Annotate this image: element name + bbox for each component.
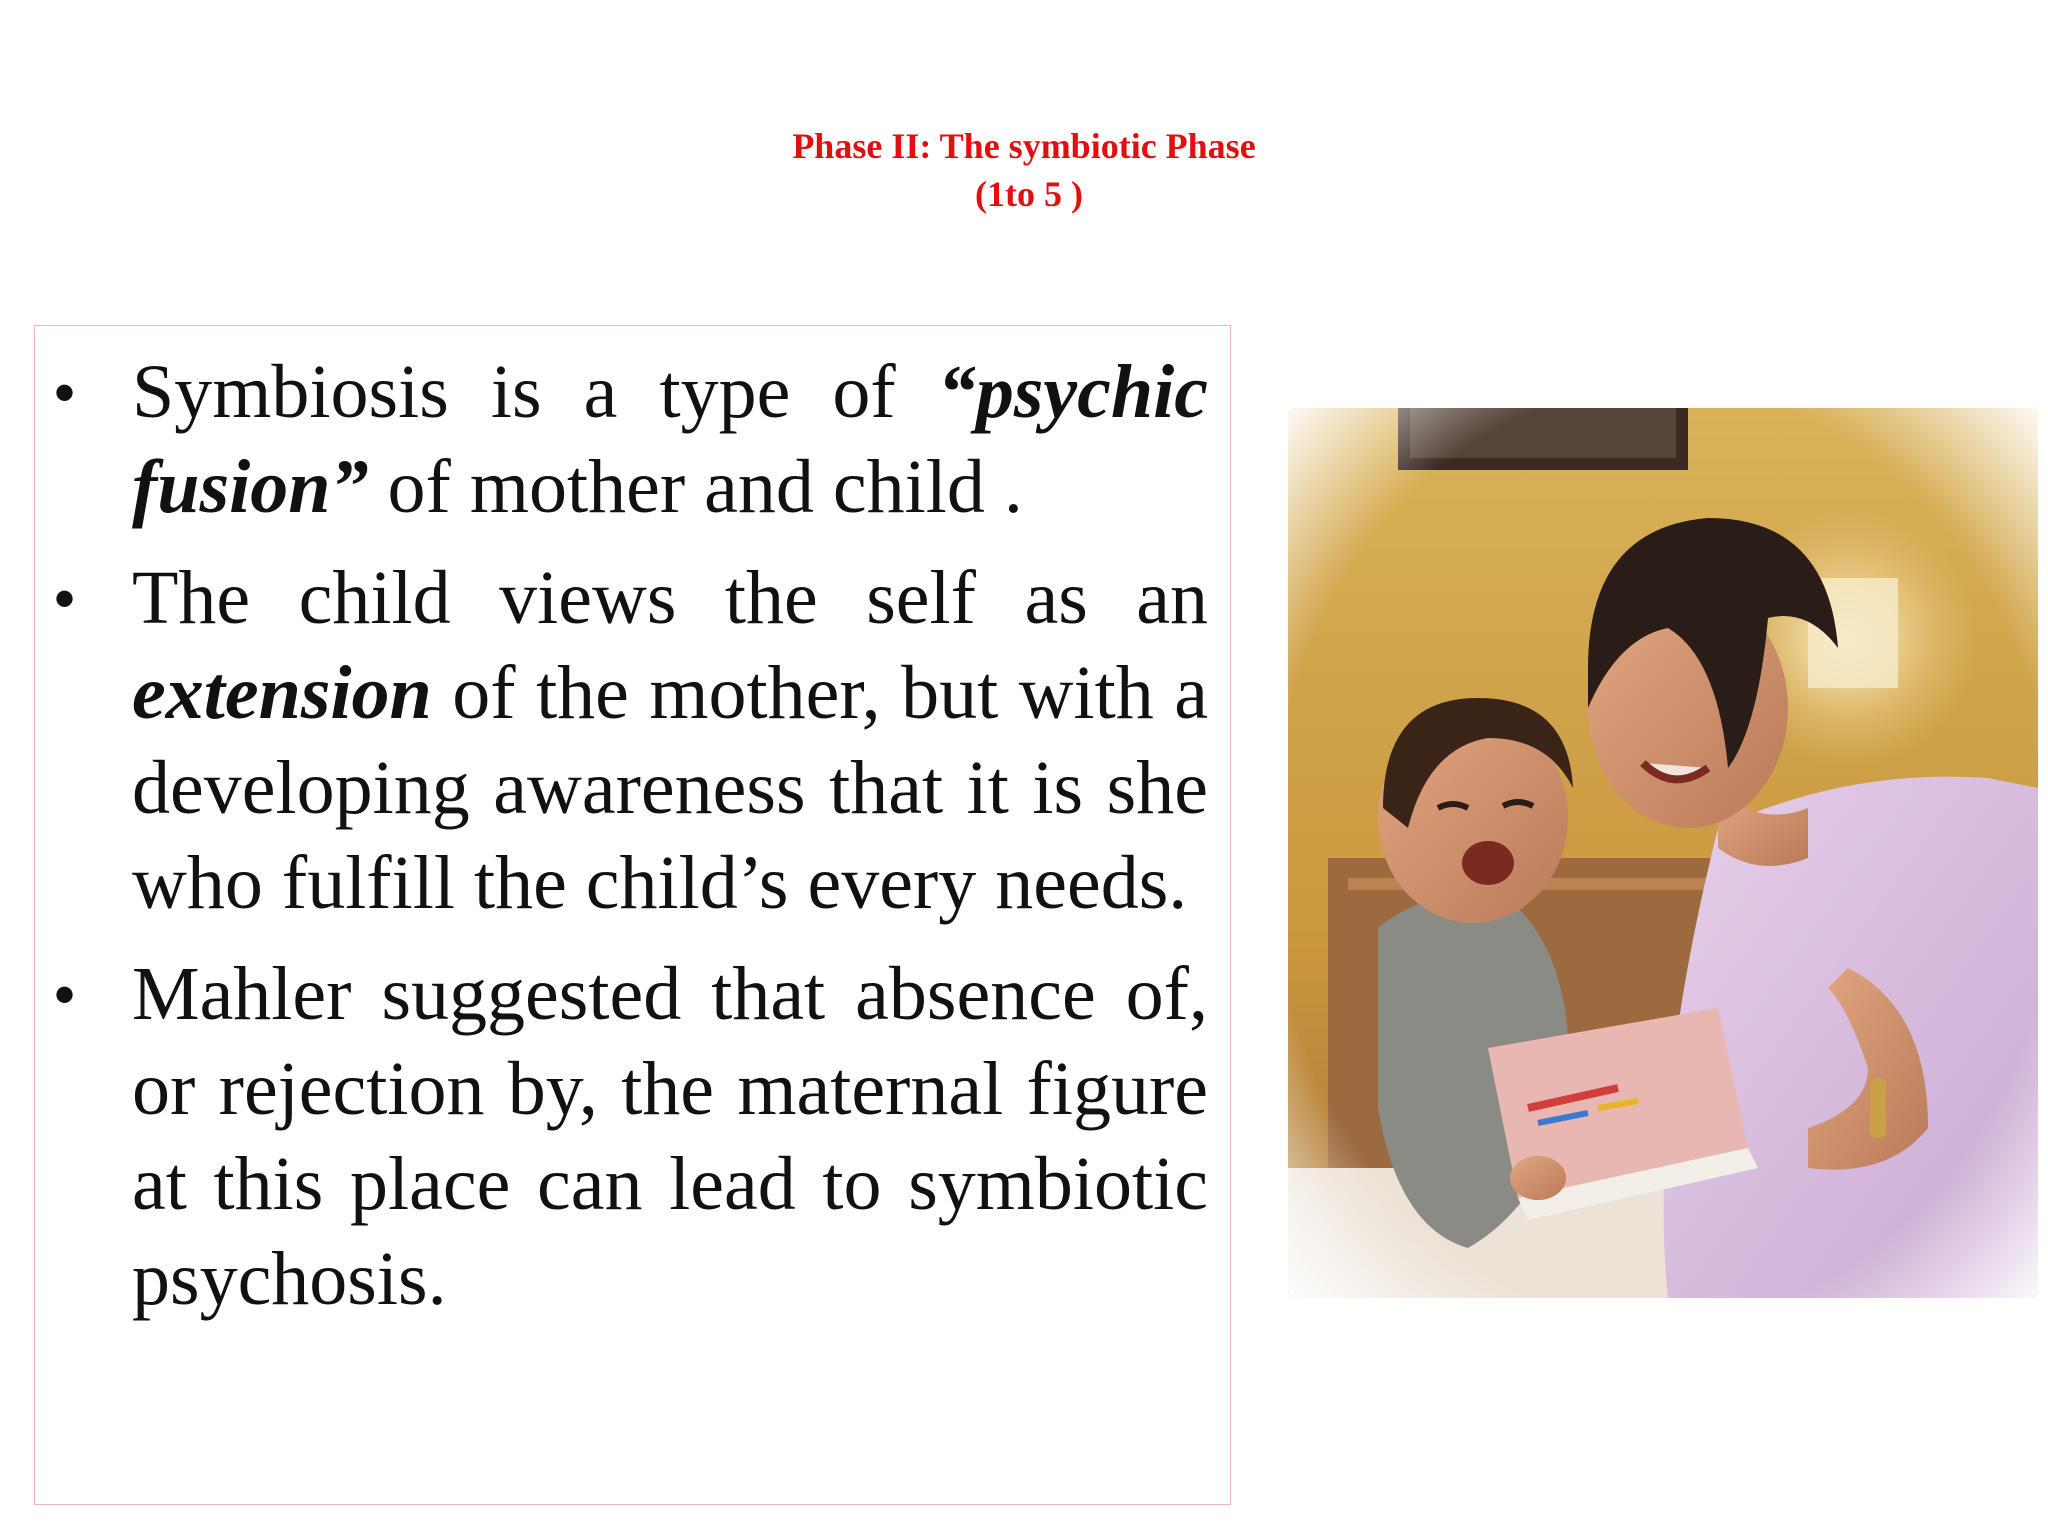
bullet-emphasis: extension [132,651,432,735]
bullet-text: of the mother, but with a developing awareness that it is she who fulfill the child’s every needs. [132,651,1208,925]
bullet-item [54,947,1208,1327]
bullet-dot-icon: • [54,565,76,632]
slide-title-line2: (1to 5 ) [975,174,1083,214]
bullet-text: Symbiosis is a type of [132,350,938,434]
bullet-dot-icon: • [54,359,76,426]
bullet-emphasis: “psychic fusion” [132,350,1208,529]
mother-child-photo [1288,408,2038,1298]
bullet-list [54,345,1208,1343]
slide-title [0,122,2048,218]
bullet-item [54,345,1208,535]
bullet-text: The child views the self as an [132,556,1208,640]
bullet-dot-icon: • [54,961,76,1028]
mother-child-illustration [1288,408,2038,1298]
bullet-item [54,551,1208,931]
bullet-text: Mahler suggested that absence of, or rejection by, the maternal figure at this place can lead to symbiotic psychosis. [132,952,1208,1321]
photo-frame [1278,398,2048,1308]
slide-title-line1: Phase II: The symbiotic Phase [792,126,1256,166]
photo-vignette [1288,408,2038,1298]
bullet-text: of mother and child . [368,445,1023,529]
